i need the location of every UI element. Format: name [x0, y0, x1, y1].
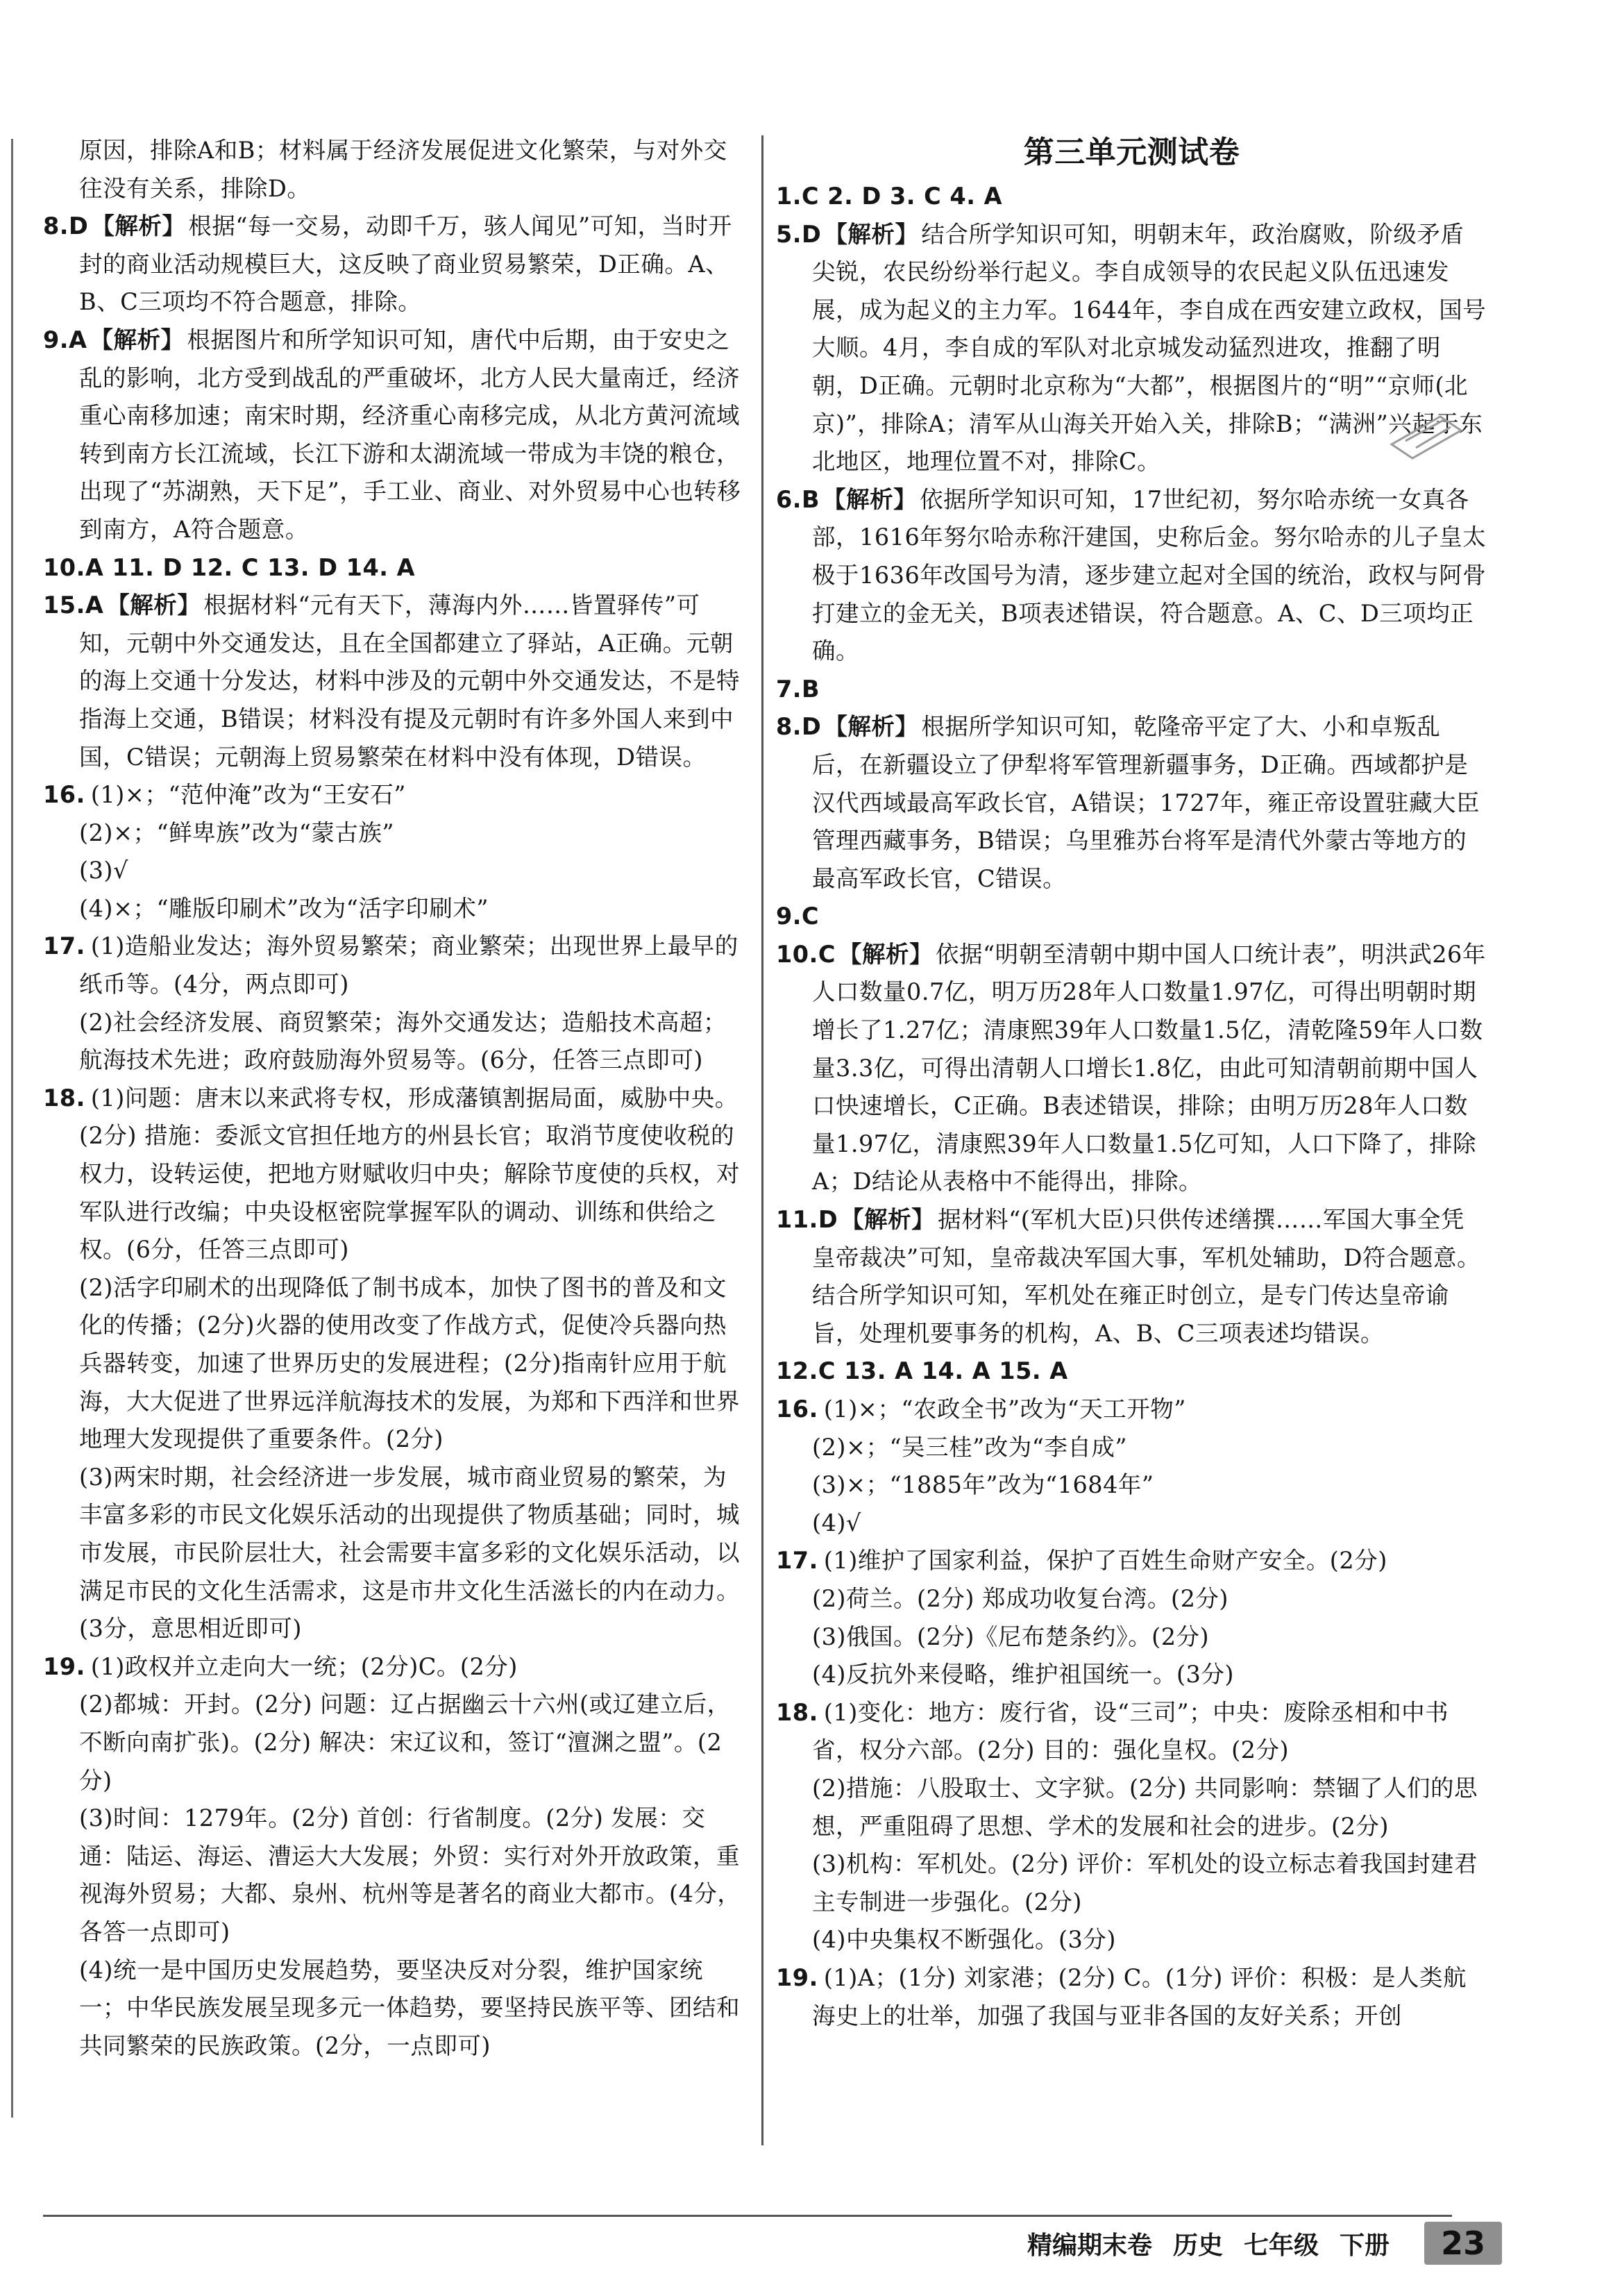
item-answer: C 2. D 3. C 4. A: [802, 183, 1003, 210]
answer-item: [776, 671, 1487, 709]
analysis-tag: 【解析】: [91, 212, 186, 240]
answer-item: [776, 481, 1487, 671]
answer-item: [43, 928, 744, 1003]
item-number: 9.: [776, 903, 802, 930]
item-text: (1)问题：唐末以来武将专权，形成藩镇割据局面，威胁中央。(2分) 措施：委派文官担任地方的州县长官；取消节度使收税的权力，设转运使，把地方财赋收归中央；解除节度使的兵权，对军队进行改编；中央设枢密院掌握军队的调动、训练和供给之权。(6分，任答三点即可): [79, 1084, 740, 1264]
answer-item: [776, 898, 1487, 936]
sub-answer: (2)×；“吴三桂”改为“李自成”: [812, 1433, 1128, 1461]
item-text: 结合所学知识可知，明朝末年，政治腐败，阶级矛盾尖锐，农民纷纷举行起义。李自成领导的农民起义队伍迅速发展，成为起义的主力军。1644年，李自成在西安建立政权，国号大顺。4月，李自成的军队对北京城发动猛烈进攻，推翻了明朝，D正确。元朝时北京称为“大都”，根据图片的“明”“京师(北京)”，排除A；清军从山海关开始入关，排除B；“满洲”兴起于东北地区，地理位置不对，排除C。: [812, 220, 1487, 476]
footer-subject: 历史: [1173, 2231, 1224, 2260]
item-number: 18.: [43, 1084, 85, 1112]
left-column: [43, 132, 744, 2065]
item-number: 19.: [776, 1963, 818, 1991]
item-number: 8.: [43, 212, 69, 240]
answer-item: [776, 708, 1487, 898]
analysis-tag: 【解析】: [822, 485, 918, 513]
item-number: 18.: [776, 1698, 818, 1726]
answer-item: [43, 549, 744, 587]
item-number: 5.: [776, 220, 802, 248]
sub-answer: (3)时间：1279年。(2分) 首创：行省制度。(2分) 发展：交通：陆运、海运、漕运大大发展；外贸：实行对外开放政策，重视海外贸易；大都、泉州、杭州等是著名的商业大都市。(4分，各答一点即可): [79, 1804, 741, 1945]
analysis-tag: 【解析】: [841, 1206, 936, 1234]
item-answer: D: [69, 212, 89, 240]
item-answer: A: [69, 326, 87, 353]
item-answer: C: [802, 903, 820, 930]
item-number: 10.: [43, 553, 85, 581]
footer-series: 精编期末卷: [1027, 2231, 1153, 2260]
sub-answer: (3)两宋时期，社会经济进一步发展，城市商业贸易的繁荣，为丰富多彩的市民文化娱乐活动的出现提供了物质基础；同时，城市发展，市民阶层壮大，社会需要丰富多彩的文化娱乐活动，以满足市民的文化生活需求，这是市井文化生活滋长的内在动力。(3分，意思相近即可): [79, 1463, 740, 1643]
item-text: (1)A；(1分) 刘家港；(2分) C。(1分) 评价：积极：是人类航海史上的壮举，加强了我国与亚非各国的友好关系；开创: [812, 1963, 1467, 2029]
item-number: 17.: [43, 932, 85, 960]
analysis-tag: 【解析】: [106, 592, 201, 619]
answer-item: [43, 321, 744, 549]
item-answer: C 13. A 14. A 15. A: [818, 1357, 1068, 1385]
sub-answer: (2)×；“鲜卑族”改为“蒙古族”: [79, 819, 395, 846]
item-answer: D: [802, 713, 822, 741]
item-number: 10.: [776, 940, 818, 968]
answer-item: [776, 936, 1487, 1201]
item-number: 15.: [43, 592, 85, 619]
item-text: 据材料“(军机大臣)只供传述缮撰……军国大事全凭皇帝裁决”可知，皇帝裁决军国大事，军机处辅助，D符合题意。结合所学知识可知，军机处在雍正时创立，是专门传达皇帝谕旨，处理机要事务的机构，A、B、C三项表述均错误。: [812, 1206, 1480, 1347]
item-number: 8.: [776, 713, 802, 741]
item-text: 根据“每一交易，动即千万，骇人闻见”可知，当时开封的商业活动规模巨大，这反映了商业贸易繁荣，D正确。A、B、C三项均不符合题意，排除。: [79, 212, 732, 316]
answer-item: [43, 587, 744, 776]
item-answer: D: [802, 220, 822, 248]
sub-answer: (2)社会经济发展、商贸繁荣；海外交通发达；造船技术高超；航海技术先进；政府鼓励海外贸易等。(6分，任答三点即可): [79, 1008, 727, 1074]
item-text: (1)变化：地方：废行省，设“三司”；中央：废除丞相和中书省，权分六部。(2分) 目的：强化皇权。(2分): [812, 1698, 1449, 1764]
item-answer: A 11. D 12. C 13. D 14. A: [85, 553, 416, 581]
item-answer: C: [818, 940, 836, 968]
item-answer: A: [85, 592, 104, 619]
sub-answer: (2)都城：开封。(2分) 问题：辽占据幽云十六州(或辽建立后，不断向南扩张)。(2分) 解决：宋辽议和，签订“澶渊之盟”。(2分): [79, 1691, 731, 1794]
item-text: 根据图片和所学知识可知，唐代中后期，由于安史之乱的影响，北方受到战乱的严重破坏，北方人民大量南迁，经济重心南移加速；南宋时期，经济重心南移完成，从北方黄河流域转到南方长江流域，长江下游和太湖流域一带成为丰饶的粮仓，出现了“苏湖熟，天下足”，手工业、商业、对外贸易中心也转移到南方，A符合题意。: [79, 326, 741, 543]
page-footer: [1027, 2219, 1555, 2268]
footer-grade: 七年级: [1244, 2231, 1319, 2260]
item-text: 根据材料“元有天下，薄海内外……皆置驿传”可知，元朝中外交通发达，且在全国都建立了驿站，A正确。元朝的海上交通十分发达，材料中涉及的元朝中外交通发达，不是特指海上交通，B错误；材料没有提及元朝时有许多外国人来到中国，C错误；元朝海上贸易繁荣在材料中没有体现，D错误。: [79, 592, 740, 771]
item-text: 依据所学知识可知，17世纪初，努尔哈赤统一女真各部，1616年努尔哈赤称汗建国，史称后金。努尔哈赤的儿子皇太极于1636年改国号为清，逐步建立起对全国的统治，政权与阿骨打建立的金无关，B项表述错误，符合题意。A、C、D三项均正确。: [812, 485, 1487, 665]
answer-item: [776, 1391, 1487, 1429]
item-answer: B: [802, 485, 820, 513]
footer-volume: 下册: [1340, 2231, 1390, 2260]
item-number: 16.: [776, 1396, 818, 1423]
sub-answer: (2)活字印刷术的出现降低了制书成本，加快了图书的普及和文化的传播；(2分)火器的使用改变了作战方式，促使冷兵器向热兵器转变，加速了世界历史的发展进程；(2分)指南针应用于航海，大大促进了世界远洋航海技术的发展，为郑和下西洋和世界地理大发现提供了重要条件。(2分): [79, 1273, 740, 1453]
analysis-tag: 【解析】: [824, 713, 919, 741]
sub-answer: (2)荷兰。(2分) 郑成功收复台湾。(2分): [812, 1584, 1229, 1612]
analysis-tag: 【解析】: [824, 220, 919, 248]
item-text: 依据“明朝至清朝中期中国人口统计表”，明洪武26年人口数量0.7亿，明万历28年人口数量1.97亿，可得出明朝时期增长了1.27亿；清康熙39年人口数量1.5亿，清乾隆59年人口数量3.3亿，可得出清朝人口增长1.8亿，由此可知清朝前期中国人口快速增长，C正确。B表述错误，排除；由明万历28年人口数量1.97亿，清康熙39年人口数量1.5亿可知，人口下降了，排除A；D结论从表格中不能得出，排除。: [812, 940, 1486, 1196]
item-number: 19.: [43, 1652, 85, 1680]
sub-answer: (4)中央集权不断强化。(3分): [812, 1926, 1116, 1954]
sub-answer: (4)反抗外来侵略，维护祖国统一。(3分): [812, 1661, 1234, 1689]
item-number: 17.: [776, 1547, 818, 1575]
item-number: 1.: [776, 183, 802, 210]
section-title: 第三单元测试卷: [1023, 135, 1240, 170]
analysis-tag: 【解析】: [838, 940, 933, 968]
item-text: (1)×；“农政全书”改为“天工开物”: [823, 1396, 1186, 1423]
sub-answer: (4)√: [812, 1509, 861, 1536]
answer-item: [43, 1080, 744, 1269]
item-text: 根据所学知识可知，乾隆帝平定了大、小和卓叛乱后，在新疆设立了伊犁将军管理新疆事务，D正确。西域都护是汉代西域最高军政长官，A错误；1727年，雍正帝设置驻藏大臣管理西藏事务，B错误；乌里雅苏台将军是清代外蒙古等地方的最高军政长官，C错误。: [812, 713, 1480, 892]
sub-answer: (3)√: [79, 857, 128, 885]
answer-item: [776, 1542, 1487, 1580]
sub-answer: (3)×；“1885年”改为“1684年”: [812, 1471, 1154, 1499]
answer-item: [776, 1959, 1487, 2035]
item-number: 6.: [776, 485, 802, 513]
answer-item: [776, 1694, 1487, 1770]
item-number: 12.: [776, 1357, 818, 1385]
item-text: (1)政权并立走向大一统；(2分)C。(2分): [90, 1652, 518, 1680]
continued-text: 原因，排除A和B；材料属于经济发展促进文化繁荣，与对外交往没有关系，排除D。: [79, 137, 727, 202]
analysis-tag: 【解析】: [90, 326, 185, 353]
item-text: (1)维护了国家利益，保护了百姓生命财产安全。(2分): [823, 1547, 1387, 1575]
answer-item: [776, 1201, 1487, 1352]
sub-answer: (3)俄国。(2分)《尼布楚条约》。(2分): [812, 1623, 1210, 1650]
item-text: (1)×；“范仲淹”改为“王安石”: [90, 781, 406, 809]
item-number: 16.: [43, 781, 85, 809]
item-number: 7.: [776, 675, 802, 703]
answer-item: [776, 178, 1487, 216]
sub-answer: (4)×；“雕版印刷术”改为“活字印刷术”: [79, 894, 489, 922]
footer-rule: [43, 2215, 1452, 2217]
item-text: (1)造船业发达；海外贸易繁荣；商业繁荣；出现世界上最早的纸币等。(4分，两点即可): [79, 932, 738, 998]
item-answer: B: [802, 675, 820, 703]
answer-item: [43, 776, 744, 814]
sub-answer: (2)措施：八股取士、文字狱。(2分) 共同影响：禁锢了人们的思想，严重阻碍了思想、学术的发展和社会的进步。(2分): [812, 1774, 1478, 1840]
column-divider: [761, 135, 763, 2145]
answer-item: [43, 1648, 744, 1686]
left-margin-rule: [11, 139, 13, 2118]
item-number: 11.: [776, 1206, 818, 1234]
answer-item: [776, 1352, 1487, 1391]
item-answer: D: [818, 1206, 838, 1234]
answer-item: [43, 208, 744, 321]
page-number: 23: [1424, 2222, 1502, 2265]
sub-answer: (4)统一是中国历史发展趋势，要坚决反对分裂，维护国家统一；中华民族发展呈现多元一体趋势，要坚持民族平等、团结和共同繁荣的民族政策。(2分，一点即可): [79, 1956, 740, 2059]
item-number: 9.: [43, 326, 69, 353]
watermark-stamp-icon: [1378, 403, 1468, 465]
sub-answer: (3)机构：军机处。(2分) 评价：军机处的设立标志着我国封建君主专制进一步强化。(2分): [812, 1850, 1478, 1916]
